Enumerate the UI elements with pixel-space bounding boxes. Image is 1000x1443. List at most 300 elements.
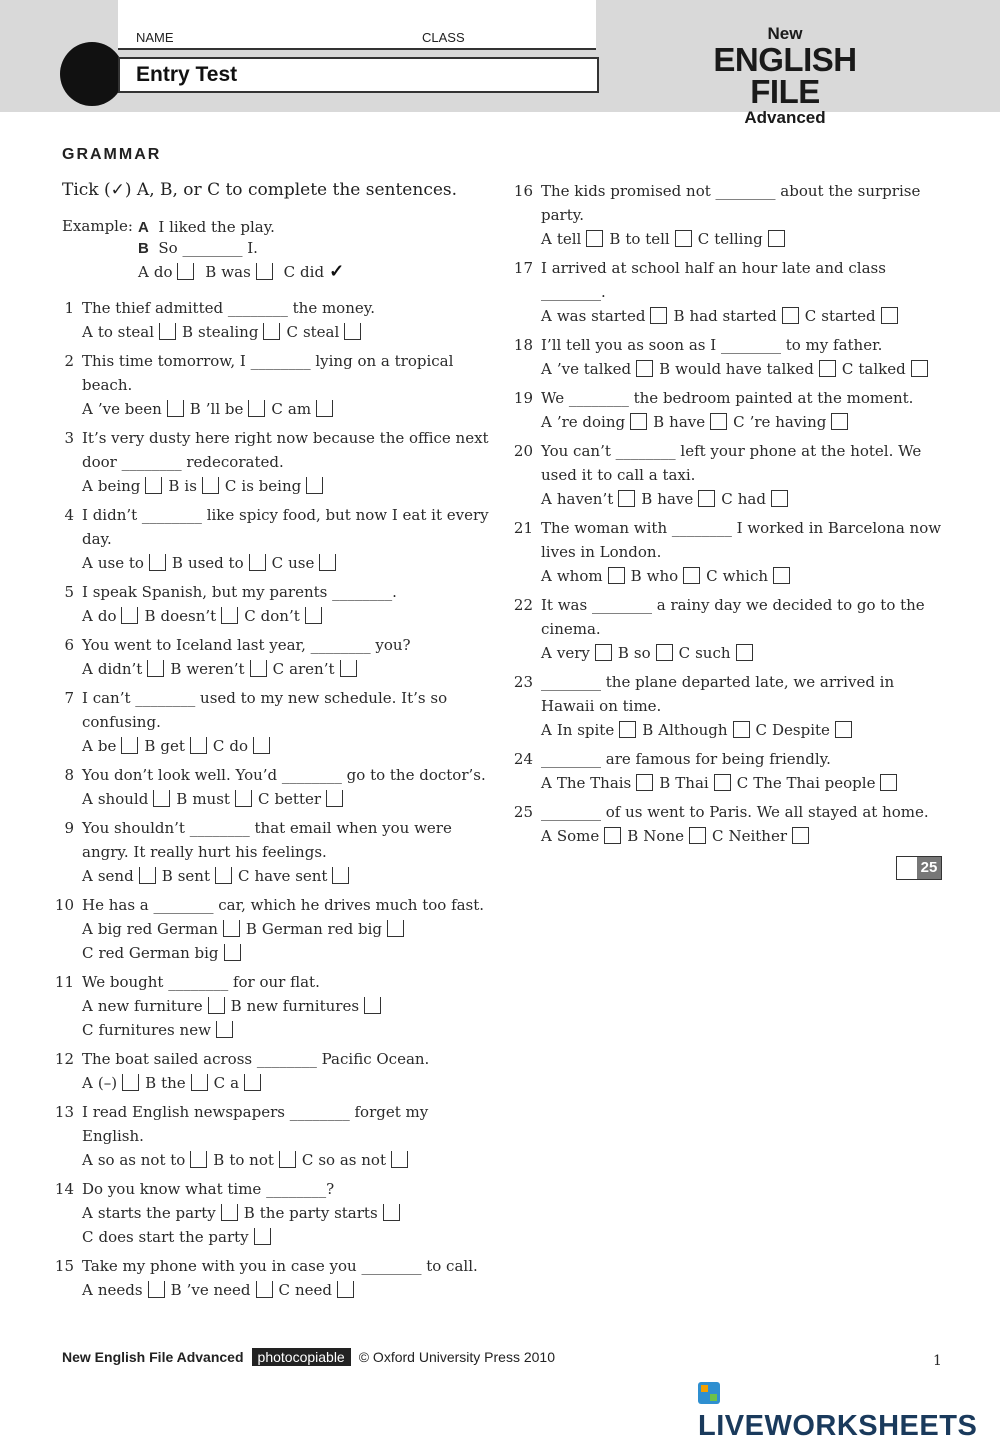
checkbox[interactable]: [279, 1151, 296, 1168]
question-item: [509, 256, 949, 328]
answer-option: [214, 1071, 261, 1095]
answer-option: [162, 864, 232, 888]
checkbox[interactable]: [771, 490, 788, 507]
question-options: [82, 604, 490, 628]
option-letter: C: [286, 323, 298, 341]
question-item: [50, 296, 490, 344]
option-letter: A: [541, 567, 552, 585]
checkbox[interactable]: [768, 230, 785, 247]
checkbox[interactable]: [221, 607, 238, 624]
answer-option: [286, 320, 361, 344]
option-letter: B: [617, 644, 629, 662]
question-number: 3: [64, 429, 74, 447]
option-text: does start the party: [98, 1228, 249, 1246]
title-box: [118, 57, 599, 93]
brand-main: ENGLISH FILE: [713, 41, 857, 110]
answer-option: [679, 641, 753, 665]
option-letter: B: [659, 360, 671, 378]
question-item: [50, 349, 490, 421]
option-letter: A: [82, 1204, 93, 1222]
question-body: [82, 970, 490, 1042]
option-letter: A: [82, 323, 93, 341]
checkbox[interactable]: [253, 737, 270, 754]
checkbox[interactable]: [773, 567, 790, 584]
checkbox[interactable]: [636, 774, 653, 791]
option-text: such: [695, 644, 731, 662]
question-body: [541, 256, 949, 328]
question-stem: Take my phone with you in case you ________ to call.: [82, 1257, 478, 1275]
question-options: [541, 824, 949, 848]
option-letter: C: [213, 1074, 226, 1092]
option-letter: B: [168, 477, 180, 495]
checkbox[interactable]: [714, 774, 731, 791]
answer-option: [653, 410, 727, 434]
option-text: must: [192, 790, 230, 808]
question-stem: The woman with ________ I worked in Barcelona now lives in London.: [541, 519, 942, 561]
checkbox[interactable]: [215, 867, 232, 884]
option-letter: A: [541, 307, 552, 325]
option-text: used to: [187, 554, 244, 572]
checkbox[interactable]: [387, 920, 404, 937]
checkbox[interactable]: [305, 607, 322, 624]
question-body: [541, 593, 949, 665]
question-options: [82, 320, 490, 344]
option-letter: A: [541, 230, 552, 248]
option-text: being: [97, 477, 141, 495]
checkbox[interactable]: [911, 360, 928, 377]
checkbox[interactable]: [604, 827, 621, 844]
option-letter: C: [271, 400, 283, 418]
answer-option: [721, 487, 788, 511]
question-options: [541, 771, 949, 795]
option-letter: C: [272, 660, 285, 678]
option-text: the party starts: [259, 1204, 378, 1222]
option-letter: C: [706, 567, 718, 585]
question-number: 24: [513, 750, 533, 768]
question-options: [82, 551, 490, 575]
answer-option: [541, 641, 612, 665]
option-text: ’ve need: [186, 1281, 251, 1299]
checkbox[interactable]: [254, 1228, 271, 1245]
name-class-box: [118, 0, 596, 50]
option-letter: B: [630, 567, 642, 585]
checkbox[interactable]: [121, 737, 138, 754]
checkbox[interactable]: [145, 477, 162, 494]
checkbox[interactable]: [190, 737, 207, 754]
checkbox[interactable]: [139, 867, 156, 884]
answer-option: [641, 487, 715, 511]
checkbox[interactable]: [782, 307, 799, 324]
checkbox[interactable]: [177, 263, 194, 280]
option-letter: C: [712, 827, 724, 845]
checkbox[interactable]: [619, 721, 636, 738]
answer-option: [225, 474, 323, 498]
answer-option: [733, 410, 848, 434]
question-item: [50, 1047, 490, 1095]
option-letter: C: [283, 263, 296, 281]
checkbox[interactable]: [148, 1281, 165, 1298]
answer-option: [82, 917, 240, 941]
question-stem: ________ are famous for being friendly.: [541, 750, 831, 768]
checkbox[interactable]: [736, 644, 753, 661]
question-item: [50, 503, 490, 575]
answer-option: [82, 1278, 165, 1302]
question-options: [82, 917, 490, 965]
option-letter: A: [82, 997, 93, 1015]
checkbox[interactable]: [332, 867, 349, 884]
option-text: None: [643, 827, 684, 845]
question-number: 20: [513, 442, 533, 460]
option-text: (–): [97, 1074, 118, 1092]
question-options: [82, 864, 490, 888]
question-body: [541, 439, 949, 511]
checkbox[interactable]: [250, 660, 267, 677]
checkbox[interactable]: [689, 827, 706, 844]
question-number: 10: [54, 896, 74, 914]
answer-option: [172, 551, 266, 575]
answer-option: [82, 604, 138, 628]
answer-option: [541, 824, 621, 848]
example-line-b: So ________ I.: [158, 239, 258, 257]
answer-option: [82, 320, 176, 344]
checkbox[interactable]: [306, 477, 323, 494]
checkbox[interactable]: [202, 477, 219, 494]
option-letter: B: [144, 737, 156, 755]
option-text: do: [229, 737, 248, 755]
answer-option: [238, 864, 349, 888]
option-text: have sent: [254, 867, 328, 885]
option-letter: B: [641, 490, 653, 508]
answer-option: [698, 227, 785, 251]
checkbox[interactable]: [831, 413, 848, 430]
question-stem: The kids promised not ________ about the surprise party.: [541, 182, 921, 224]
option-letter: B: [230, 997, 242, 1015]
question-options: [82, 734, 490, 758]
checkbox[interactable]: [819, 360, 836, 377]
question-number: 6: [64, 636, 74, 654]
example-options: [138, 261, 350, 282]
checkbox[interactable]: [733, 721, 750, 738]
answer-option: [673, 304, 798, 328]
answer-option: [82, 397, 184, 421]
question-number: 16: [513, 182, 533, 200]
question-item: [50, 426, 490, 498]
answer-option: [82, 551, 166, 575]
answer-option: [82, 734, 138, 758]
option-letter: A: [82, 1281, 93, 1299]
section-title: GRAMMAR: [62, 146, 162, 163]
question-options: [82, 1278, 490, 1302]
checkbox[interactable]: [710, 413, 727, 430]
score-box[interactable]: [896, 856, 942, 880]
answer-option: [246, 917, 404, 941]
page-title: Entry Test: [136, 63, 238, 86]
answer-option: [144, 734, 207, 758]
question-number: 13: [54, 1103, 74, 1121]
option-letter: C: [678, 644, 691, 662]
checkbox[interactable]: [121, 607, 138, 624]
question-options: [541, 304, 949, 328]
option-text: is: [184, 477, 197, 495]
option-letter: B: [176, 790, 188, 808]
checkbox[interactable]: [244, 1074, 261, 1091]
questions-right-column: [509, 179, 949, 853]
option-letter: C: [278, 1281, 290, 1299]
option-text: weren’t: [186, 660, 245, 678]
example-line-a-letter: A: [138, 219, 149, 236]
answer-option: [213, 1148, 296, 1172]
checkbox[interactable]: [122, 1074, 139, 1091]
checkbox[interactable]: [216, 1021, 233, 1038]
option-text: the: [161, 1074, 186, 1092]
option-text: have: [669, 413, 706, 431]
checkbox[interactable]: [792, 827, 809, 844]
option-text: had: [737, 490, 766, 508]
answer-option: [609, 227, 691, 251]
question-number: 17: [513, 259, 533, 277]
question-options: [541, 357, 949, 381]
question-number: 11: [54, 973, 74, 991]
checkbox[interactable]: [835, 721, 852, 738]
tick-mark-icon: ✓: [329, 261, 345, 282]
question-item: [509, 800, 949, 848]
option-text: send: [97, 867, 134, 885]
checkbox[interactable]: [153, 790, 170, 807]
question-options: [82, 994, 490, 1042]
option-letter: B: [243, 1204, 255, 1222]
option-letter: B: [161, 867, 173, 885]
option-text: very: [556, 644, 590, 662]
checkbox[interactable]: [698, 490, 715, 507]
answer-option: [82, 787, 170, 811]
checkbox[interactable]: [675, 230, 692, 247]
question-number: 18: [513, 336, 533, 354]
option-text: to not: [229, 1151, 274, 1169]
question-stem: Do you know what time ________?: [82, 1180, 335, 1198]
question-body: [541, 516, 949, 588]
checkbox[interactable]: [656, 644, 673, 661]
answer-option: [712, 824, 809, 848]
checkbox[interactable]: [364, 997, 381, 1014]
option-text: use to: [97, 554, 144, 572]
checkbox[interactable]: [316, 400, 333, 417]
question-options: [541, 227, 949, 251]
checkbox[interactable]: [636, 360, 653, 377]
brand-logo: [690, 24, 880, 128]
instruction: Tick (✓) A, B, or C to complete the sentences.: [62, 180, 458, 200]
answer-option: [82, 864, 156, 888]
question-options: [82, 397, 490, 421]
checkbox[interactable]: [191, 1074, 208, 1091]
checkbox[interactable]: [256, 1281, 273, 1298]
answer-option: [541, 410, 647, 434]
answer-option: [82, 1201, 238, 1225]
answer-option: [659, 771, 730, 795]
option-text: which: [722, 567, 769, 585]
example-option: [138, 263, 194, 281]
answer-option: [541, 718, 636, 742]
option-text: better: [274, 790, 322, 808]
answer-option: [541, 357, 653, 381]
option-letter: A: [82, 1151, 93, 1169]
liveworksheets-logo: [698, 1377, 1000, 1443]
checkbox[interactable]: [344, 323, 361, 340]
question-item: [509, 179, 949, 251]
question-stem: I speak Spanish, but my parents ________.: [82, 583, 397, 601]
option-text: started: [821, 307, 876, 325]
answer-option: [272, 551, 337, 575]
question-body: [82, 349, 490, 421]
checkbox[interactable]: [147, 660, 164, 677]
footer-book: New English File Advanced: [62, 1349, 244, 1365]
option-letter: C: [301, 1151, 314, 1169]
checkbox[interactable]: [650, 307, 667, 324]
answer-option: [82, 1148, 207, 1172]
question-stem: It’s very dusty here right now because the office next door ________ redecorated.: [82, 429, 489, 471]
question-stem: We ________ the bedroom painted at the moment.: [541, 389, 914, 407]
checkbox[interactable]: [190, 1151, 207, 1168]
answer-option: [244, 1201, 400, 1225]
answer-option: [176, 787, 252, 811]
question-body: [82, 1254, 490, 1302]
question-stem: You can’t ________ left your phone at the hotel. We used it to call a taxi.: [541, 442, 922, 484]
checkbox[interactable]: [159, 323, 176, 340]
answer-option: [171, 1278, 273, 1302]
option-text: Neither: [728, 827, 788, 845]
option-letter: B: [170, 1281, 182, 1299]
option-letter: C: [82, 1021, 94, 1039]
option-letter: A: [82, 400, 93, 418]
answer-option: [82, 657, 164, 681]
option-letter: A: [138, 263, 149, 281]
checkbox[interactable]: [630, 413, 647, 430]
example-line-b-letter: B: [138, 240, 149, 257]
checkbox[interactable]: [595, 644, 612, 661]
option-text: am: [287, 400, 312, 418]
checkbox[interactable]: [340, 660, 357, 677]
checkbox[interactable]: [326, 790, 343, 807]
option-letter: C: [212, 737, 225, 755]
brand-new: New: [767, 24, 803, 43]
question-stem: You don’t look well. You’d ________ go to the doctor’s.: [82, 766, 486, 784]
checkbox[interactable]: [249, 554, 266, 571]
checkbox[interactable]: [248, 400, 265, 417]
question-stem: I arrived at school half an hour late and class ________.: [541, 259, 886, 301]
answer-option: [168, 474, 219, 498]
option-text: was: [221, 263, 251, 281]
option-letter: C: [733, 413, 745, 431]
question-stem: The boat sailed across ________ Pacific Ocean.: [82, 1050, 430, 1068]
question-stem: This time tomorrow, I ________ lying on a tropical beach.: [82, 352, 454, 394]
option-text: need: [294, 1281, 333, 1299]
checkbox[interactable]: [149, 554, 166, 571]
checkbox[interactable]: [683, 567, 700, 584]
option-letter: A: [541, 644, 552, 662]
option-text: ’re having: [749, 413, 827, 431]
option-text: ’re doing: [556, 413, 626, 431]
liveworksheets-icon: [698, 1382, 720, 1404]
option-letter: C: [755, 721, 767, 739]
answer-option: [244, 604, 322, 628]
checkbox[interactable]: [221, 1204, 238, 1221]
checkbox[interactable]: [391, 1151, 408, 1168]
option-text: talked: [858, 360, 906, 378]
checkbox[interactable]: [880, 774, 897, 791]
option-letter: A: [82, 867, 93, 885]
question-number: 14: [54, 1180, 74, 1198]
question-options: [82, 787, 490, 811]
option-text: to steal: [97, 323, 155, 341]
answer-option: [842, 357, 928, 381]
question-item: [50, 1100, 490, 1172]
brand-level: Advanced: [744, 108, 826, 127]
question-stem: I can’t ________ used to my new schedule. It’s so confusing.: [82, 689, 448, 731]
checkbox[interactable]: [881, 307, 898, 324]
questions-left-column: [50, 296, 490, 1307]
black-circle-decoration: [60, 42, 124, 106]
answer-option: [213, 734, 270, 758]
checkbox[interactable]: [235, 790, 252, 807]
example-label: Example:: [62, 217, 133, 235]
option-letter: C: [736, 774, 749, 792]
checkbox[interactable]: [586, 230, 603, 247]
question-item: [50, 580, 490, 628]
checkbox[interactable]: [337, 1281, 354, 1298]
option-letter: A: [541, 360, 552, 378]
question-item: [50, 893, 490, 965]
option-text: ’ll be: [205, 400, 244, 418]
checkbox[interactable]: [208, 997, 225, 1014]
option-text: so as not: [318, 1151, 386, 1169]
question-number: 9: [64, 819, 74, 837]
answer-option: [144, 604, 238, 628]
question-item: [50, 1254, 490, 1302]
question-item: [50, 816, 490, 888]
option-letter: C: [82, 1228, 94, 1246]
option-text: have: [657, 490, 694, 508]
checkbox[interactable]: [608, 567, 625, 584]
option-text: be: [97, 737, 117, 755]
checkbox[interactable]: [319, 554, 336, 571]
answer-option: [231, 994, 381, 1018]
question-stem: I read English newspapers ________ forget my English.: [82, 1103, 429, 1145]
checkbox[interactable]: [383, 1204, 400, 1221]
question-body: [82, 686, 490, 758]
checkbox[interactable]: [263, 323, 280, 340]
option-text: starts the party: [97, 1204, 216, 1222]
answer-option: [659, 357, 836, 381]
question-options: [82, 1148, 490, 1172]
option-text: do: [97, 607, 117, 625]
question-item: [509, 333, 949, 381]
answer-option: [541, 771, 653, 795]
question-body: [82, 1177, 490, 1249]
checkbox[interactable]: [223, 920, 240, 937]
page-number: 1: [933, 1353, 942, 1369]
checkbox[interactable]: [167, 400, 184, 417]
question-options: [82, 1201, 490, 1249]
checkbox[interactable]: [224, 944, 241, 961]
option-text: ’ve been: [97, 400, 162, 418]
question-stem: He has a ________ car, which he drives much too fast.: [82, 896, 485, 914]
checkbox[interactable]: [618, 490, 635, 507]
option-letter: B: [189, 400, 201, 418]
checkbox[interactable]: [256, 263, 273, 280]
question-number: 5: [64, 583, 74, 601]
option-letter: C: [257, 790, 270, 808]
answer-option: [541, 487, 635, 511]
answer-option: [82, 994, 225, 1018]
